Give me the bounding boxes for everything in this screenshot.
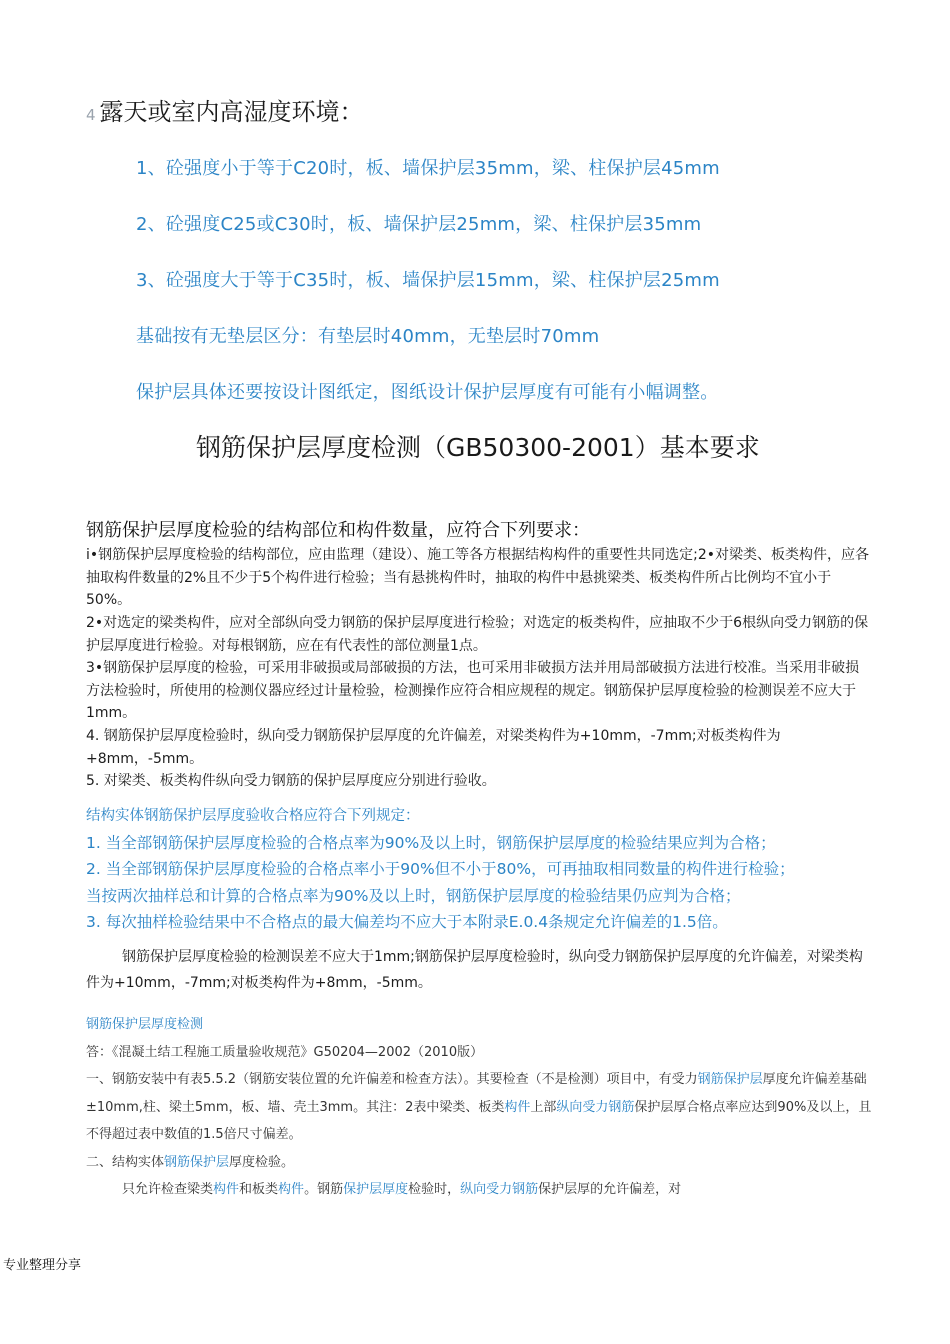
acceptance-line-4: 3. 每次抽样检验结果中不合格点的最大偏差均不应大于本附录E.0.4条规定允许偏差的1.5倍。: [86, 913, 728, 931]
qa-p3-text-c: 。钢筋: [304, 1182, 344, 1197]
section-heading: 钢筋保护层厚度检验的结构部位和构件数量，应符合下列要求：: [86, 520, 590, 541]
qa-paragraph-1: [86, 1066, 876, 1149]
qa-p1-link-c[interactable]: 纵向受力钢筋: [556, 1099, 635, 1115]
section-paragraph-1: i•钢筋保护层厚度检验的结构部位，应由监理（建设）、施工等各方根据结构构件的重要性共同选定;2•对梁类、板类构件，应各抽取构件数量的2%且不少于5个构件进行检验；当有悬挑构件时，抽取的构件中悬挑梁类、板类构件所占比例均不宜小于50%。: [86, 547, 870, 608]
env-item-3: 3、砼强度大于等于C35时，板、墙保护层15mm，梁、柱保护层25mm: [136, 270, 720, 291]
section-paragraph-2: 2•对选定的梁类构件，应对全部纵向受力钢筋的保护层厚度进行检验；对选定的板类构件，应抽取不少于6根纵向受力钢筋的保护层厚度进行检验。对每根钢筋，应在有代表性的部位测量1点。: [86, 615, 869, 654]
acceptance-line-2: 2. 当全部钢筋保护层厚度检验的合格点率小于90%但不小于80%，可再抽取相同数量的构件进行检验；: [86, 860, 795, 878]
qa-p1-link-a[interactable]: 钢筋保护层: [697, 1072, 763, 1087]
qa-p1-text-a: 一、钢筋安装中有表5.5.2（钢筋安装位置的允许偏差和检查方法）。其要检查（不是检测）项目中，有受力: [86, 1072, 698, 1087]
qa-p2-text-a: 二、结构实体: [86, 1154, 165, 1170]
section-paragraph-5: 5. 对梁类、板类构件纵向受力钢筋的保护层厚度应分别进行验收。: [86, 773, 496, 789]
qa-p3-text-a: 只允许检查梁类: [122, 1182, 214, 1197]
env-item-2: 2、砼强度C25或C30时，板、墙保护层25mm，梁、柱保护层35mm: [136, 214, 702, 235]
env-item-1: 1、砼强度小于等于C20时，板、墙保护层35mm，梁、柱保护层45mm: [136, 158, 720, 179]
qa-p3-link-b[interactable]: 构件: [278, 1182, 305, 1197]
qa-p3-link-a[interactable]: 构件: [213, 1182, 240, 1197]
heading-text: 露天或室内高湿度环境：: [99, 98, 364, 126]
qa-title: 钢筋保护层厚度检测: [86, 1017, 204, 1032]
qa-paragraph-3: [86, 1176, 876, 1204]
footer-note: 专业整理分享: [3, 1258, 82, 1273]
env-heading: [86, 92, 364, 127]
env-item-4: 基础按有无垫层区分：有垫层时40mm，无垫层时70mm: [136, 326, 600, 347]
acceptance-heading: 结构实体钢筋保护层厚度验收合格应符合下列规定：: [86, 808, 420, 824]
acceptance-line-1: 1. 当全部钢筋保护层厚度检验的合格点率为90%及以上时，钢筋保护层厚度的检验结果应判为合格；: [86, 833, 776, 852]
qa-p1-text-b: 厚度允许偏差基础±10mm,柱、梁土5mm，板、墙、壳土3mm。其注：2表中梁类、板类: [86, 1072, 867, 1115]
heading-number: 4: [86, 106, 96, 124]
section-paragraph-3: 3•钢筋保护层厚度的检验，可采用非破损或局部破损的方法，也可采用非破损方法并用局部破损方法进行校准。当采用非破损方法检验时，所使用的检测仪器应经过计量检验，检测操作应符合相应规程的规定。钢筋保护层厚度检验的检测误差不应大于1mm。: [86, 660, 860, 721]
qa-paragraph-2: [86, 1149, 876, 1177]
env-item-5: 保护层具体还要按设计图纸定，图纸设计保护层厚度有可能有小幅调整。: [136, 382, 719, 403]
qa-p1-text-d: 保护层厚合格点率应达到90%及以上，且不得超过表中数值的1.5倍尺寸偏差。: [86, 1099, 872, 1142]
qa-p3-text-e: 保护层厚的允许偏差，对: [538, 1182, 682, 1197]
qa-p3-text-b: 和板类: [239, 1182, 279, 1197]
qa-p2-link-a[interactable]: 钢筋保护层: [164, 1154, 230, 1170]
page-title: 钢筋保护层厚度检测（GB50300-2001）基本要求: [196, 433, 760, 462]
qa-p2-text-b: 厚度检验。: [229, 1154, 295, 1170]
qa-p3-text-d: 检验时，: [408, 1182, 461, 1197]
section-paragraph-4: 4. 钢筋保护层厚度检验时，纵向受力钢筋保护层厚度的允许偏差，对梁类构件为+10mm，-7mm;对板类构件为+8mm，-5mm。: [86, 728, 781, 767]
qa-p1-link-b[interactable]: 构件: [504, 1099, 531, 1115]
acceptance-line-3: 当按两次抽样总和计算的合格点率为90%及以上时，钢筋保护层厚度的检验结果仍应判为合格；: [86, 886, 741, 905]
qa-p1-text-c: 上部: [530, 1099, 557, 1115]
qa-answer: 答：《混凝土结工程施工质量验收规范》G50204—2002（2010版）: [86, 1044, 484, 1060]
qa-p3-link-c[interactable]: 保护层厚度: [343, 1182, 409, 1197]
qa-block: [86, 1011, 876, 1204]
acceptance-block: [86, 803, 886, 936]
qa-p3-link-d[interactable]: 纵向受力钢筋: [460, 1182, 539, 1197]
summary-paragraph: 钢筋保护层厚度检验的检测误差不应大于1mm;钢筋保护层厚度检验时，纵向受力钢筋保护层厚度的允许偏差，对梁类构件为+10mm，-7mm;对板类构件为+8mm，-5mm。: [86, 949, 863, 991]
